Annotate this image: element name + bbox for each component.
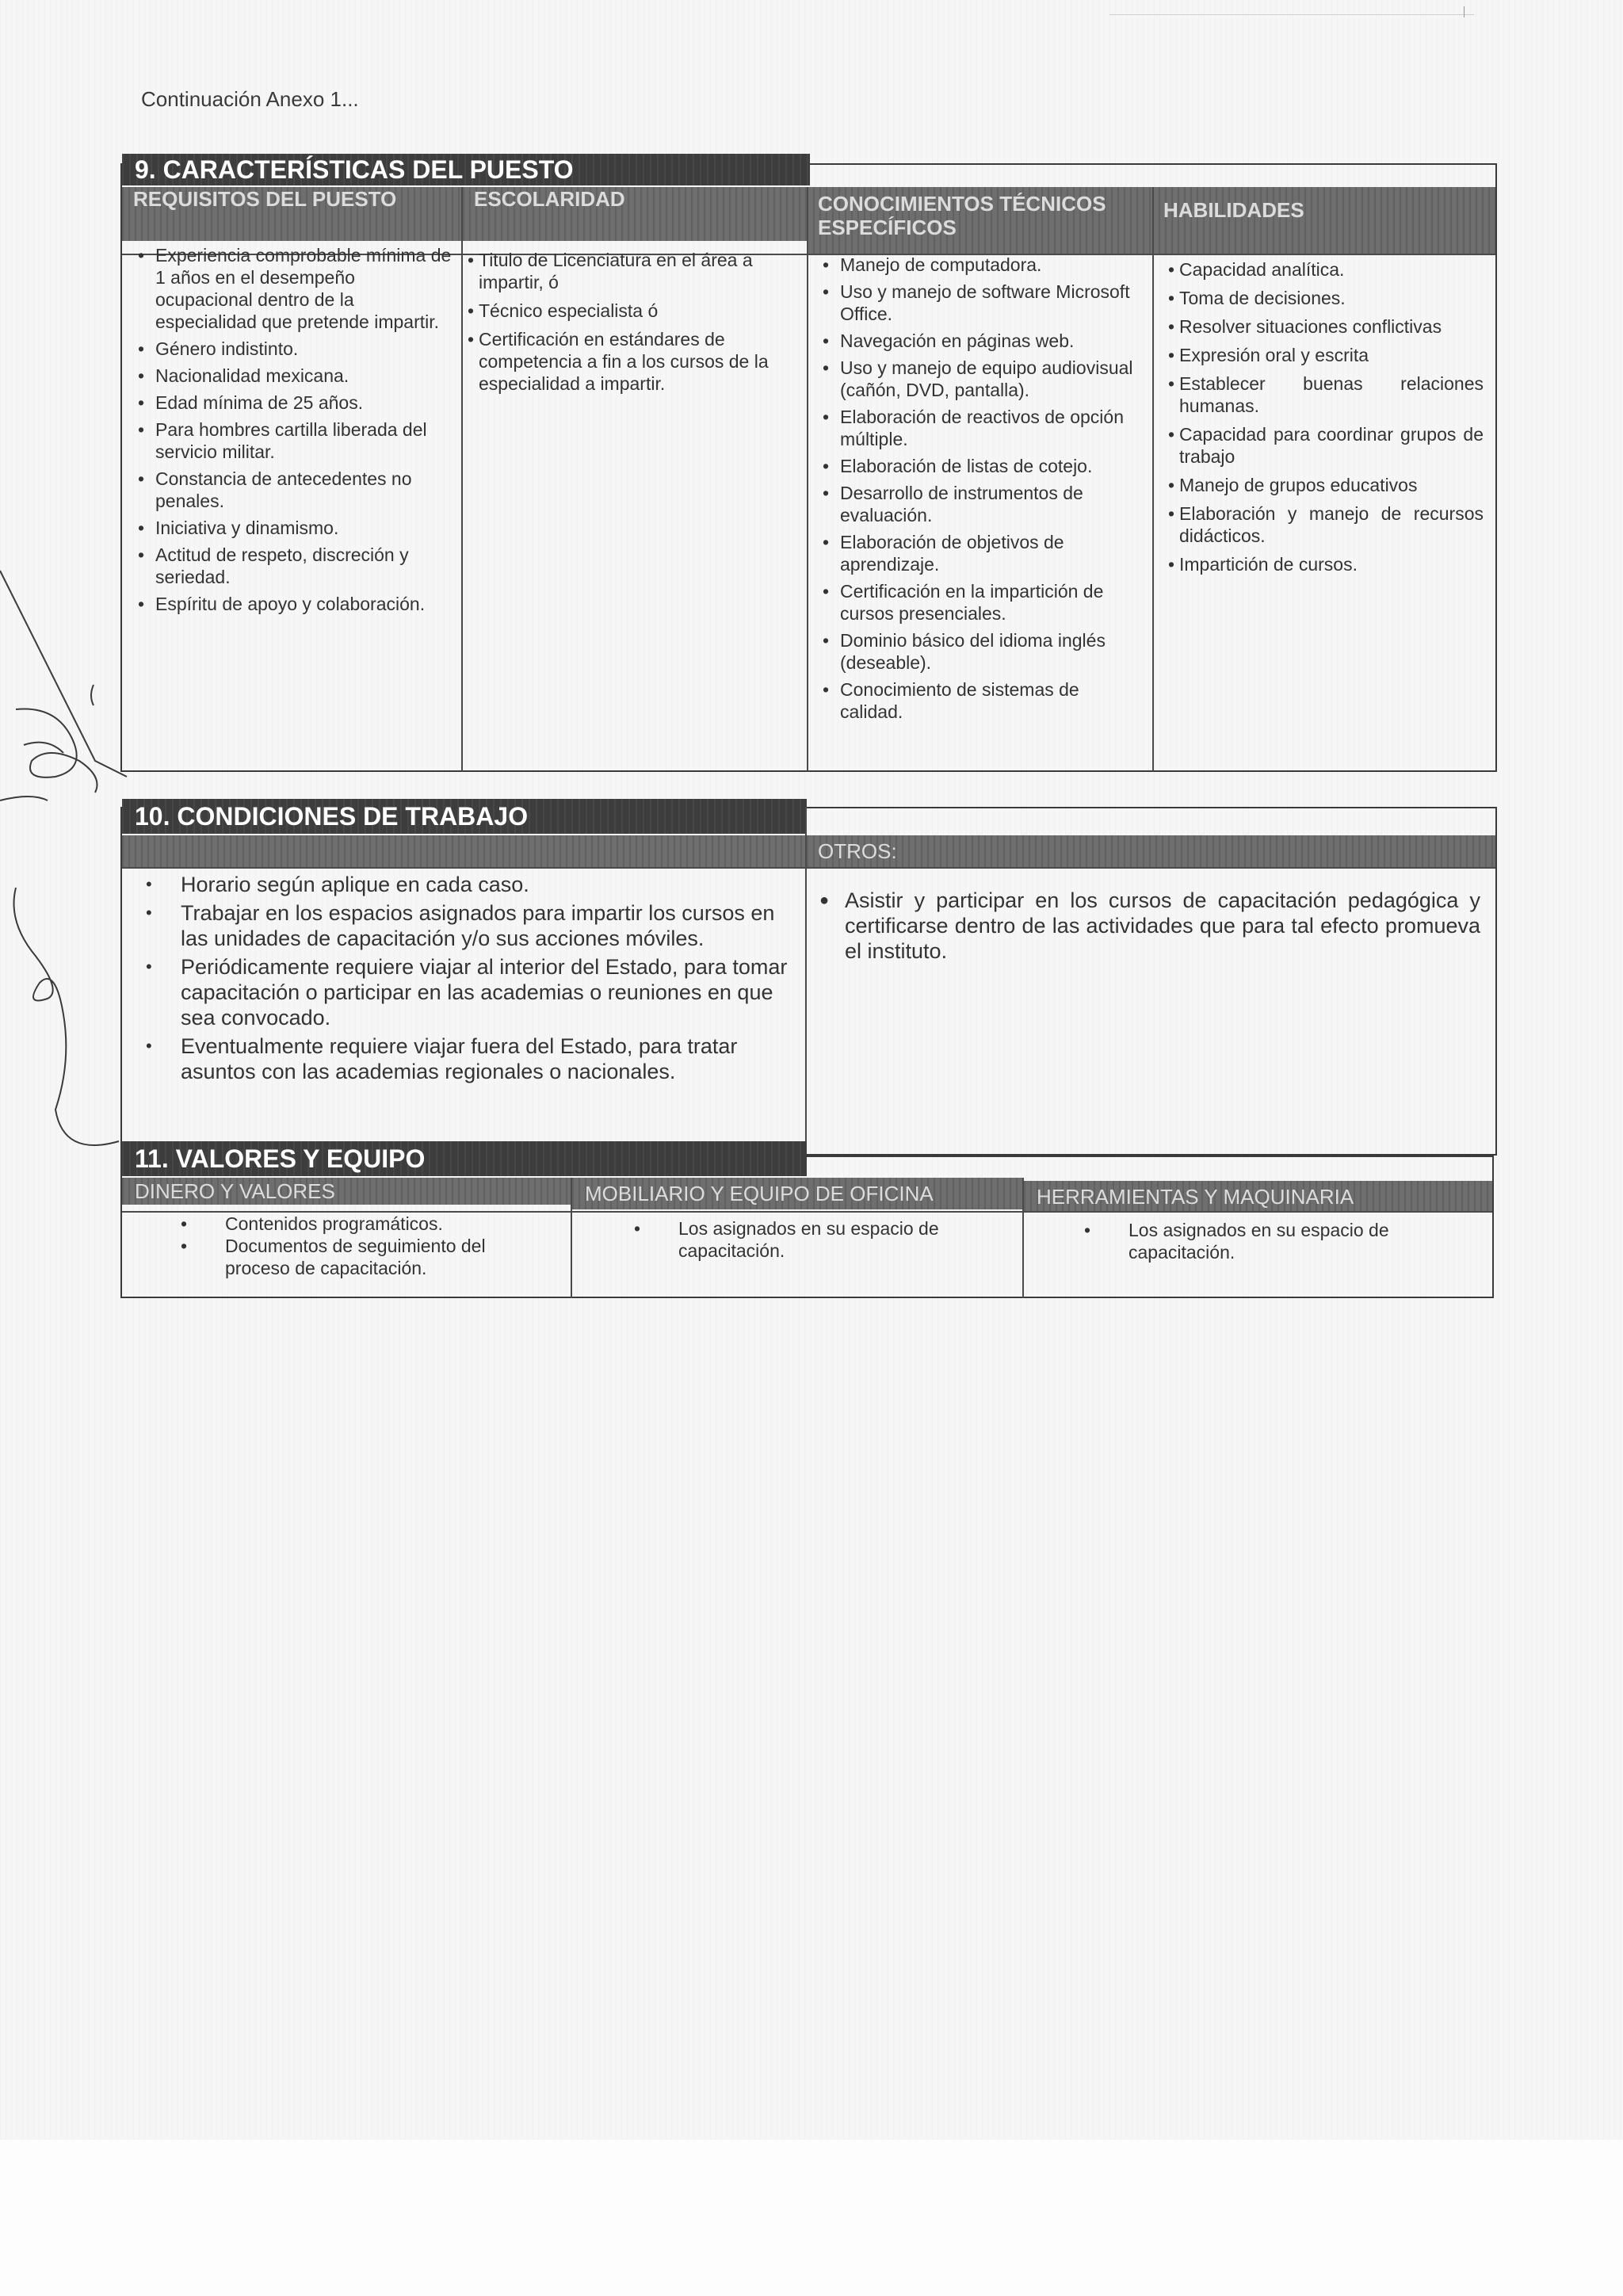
list-item: • Capacidad para coordinar grupos de trabajo: [1168, 423, 1484, 468]
list-item: • Desarrollo de instrumentos de evaluación.: [819, 482, 1146, 526]
section-11-title: 11. VALORES Y EQUIPO: [122, 1141, 807, 1176]
section-10-title: 10. CONDICIONES DE TRABAJO: [122, 799, 807, 834]
list-item: • Espíritu de apoyo y colaboración.: [135, 593, 452, 615]
list-item: • Iniciativa y dinamismo.: [135, 517, 452, 539]
list-item: • Establecer buenas relaciones humanas.: [1168, 372, 1484, 417]
header-conocimientos: CONOCIMIENTOS TÉCNICOS ESPECÍFICOS: [807, 187, 1152, 255]
list-item: • Elaboración de listas de cotejo.: [819, 455, 1146, 477]
divider: [1022, 1178, 1024, 1298]
header-herramientas: HERRAMIENTAS Y MAQUINARIA: [1024, 1181, 1492, 1213]
list-item: • Para hombres cartilla liberada del servicio militar.: [135, 418, 452, 463]
header-mobiliario: MOBILIARIO Y EQUIPO DE OFICINA: [572, 1178, 1024, 1209]
list-item: • Certificación en la impartición de cursos presenciales.: [819, 580, 1146, 625]
header-otros: OTROS:: [807, 835, 1495, 867]
list-item: • Conocimiento de sistemas de calidad.: [819, 678, 1146, 723]
list-item: • Horario según aplique en cada caso.: [135, 872, 788, 897]
list-item: • Periódicamente requiere viajar al interior del Estado, para tomar capacitación o participar en las academias o reuniones en que sea convocado.: [135, 954, 788, 1030]
top-tick-mark: [1464, 6, 1465, 17]
list-item: • Toma de decisiones.: [1168, 287, 1484, 309]
conocimientos-list: [819, 254, 1146, 728]
divider: [807, 187, 808, 771]
list-item: • Elaboración y manejo de recursos didácticos.: [1168, 502, 1484, 547]
divider: [461, 187, 463, 771]
list-item: • Género indistinto.: [135, 338, 452, 360]
page-bottom-margin: [0, 2140, 1623, 2296]
list-item: • Manejo de computadora.: [819, 254, 1146, 276]
requisitos-list: [135, 244, 452, 620]
header-habilidades: HABILIDADES: [1152, 187, 1495, 255]
list-item: ● Asistir y participar en los cursos de capacitación pedagógica y certificarse dentro de las actividades que para tal efecto promueva el instituto.: [813, 888, 1480, 964]
list-item: • Dominio básico del idioma inglés (deseable).: [819, 629, 1146, 674]
list-item: • Navegación en páginas web.: [819, 330, 1146, 352]
dinero-list: [122, 1213, 566, 1279]
otros-list: [813, 888, 1480, 964]
list-item: • Manejo de grupos educativos: [1168, 474, 1484, 496]
header-escolaridad: ESCOLARIDAD: [463, 187, 807, 241]
list-item: • Capacidad analítica.: [1168, 258, 1484, 281]
divider: [571, 1178, 572, 1298]
list-item: • Edad mínima de 25 años.: [135, 392, 452, 414]
list-item: • Uso y manejo de software Microsoft Office.: [819, 281, 1146, 325]
mobiliario-list: [575, 1217, 1019, 1262]
divider: [122, 867, 1495, 869]
escolaridad-list: [468, 249, 800, 401]
divider: [805, 807, 807, 1156]
list-item: • Eventualmente requiere viajar fuera del Estado, para tratar asuntos con las academias regionales o nacionales.: [135, 1033, 788, 1084]
list-item: • Uso y manejo de equipo audiovisual (cañón, DVD, pantalla).: [819, 357, 1146, 401]
list-item: • Elaboración de objetivos de aprendizaje.: [819, 531, 1146, 575]
header-requisitos: REQUISITOS DEL PUESTO: [122, 187, 463, 241]
list-item: • Titulo de Licenciatura en el área a impartir, ó: [468, 249, 800, 293]
header-condiciones-blank: [122, 835, 807, 867]
header-dinero: DINERO Y VALORES: [122, 1178, 572, 1205]
list-item: • Actitud de respeto, discreción y seriedad.: [135, 544, 452, 588]
continuation-label: Continuación Anexo 1...: [141, 87, 359, 111]
signature-mark: [0, 507, 158, 1696]
list-item: • Técnico especialista ó: [468, 300, 800, 322]
list-item: • Contenidos programáticos.: [122, 1213, 566, 1235]
habilidades-list: [1168, 258, 1484, 582]
section-9-title: 9. CARACTERÍSTICAS DEL PUESTO: [122, 154, 810, 185]
list-item: • Impartición de cursos.: [1168, 553, 1484, 575]
list-item: • Los asignados en su espacio de capacitación.: [575, 1217, 1019, 1262]
top-rule: [1109, 14, 1474, 15]
list-item: • Experiencia comprobable mínima de 1 años en el desempeño ocupacional dentro de la especialidad que pretende impartir.: [135, 244, 452, 333]
list-item: • Resolver situaciones conflictivas: [1168, 315, 1484, 338]
list-item: • Constancia de antecedentes no penales.: [135, 468, 452, 512]
list-item: • Elaboración de reactivos de opción múltiple.: [819, 406, 1146, 450]
list-item: • Nacionalidad mexicana.: [135, 365, 452, 387]
list-item: • Expresión oral y escrita: [1168, 344, 1484, 366]
list-item: • Los asignados en su espacio de capacitación.: [1025, 1219, 1490, 1263]
list-item: • Documentos de seguimiento del proceso de capacitación.: [122, 1235, 566, 1279]
herramientas-list: [1025, 1219, 1490, 1263]
list-item: • Trabajar en los espacios asignados para impartir los cursos en las unidades de capacitación y/o sus acciones móviles.: [135, 900, 788, 951]
list-item: • Certificación en estándares de competencia a fin a los cursos de la especialidad a impartir.: [468, 328, 800, 395]
condiciones-list: [135, 872, 788, 1087]
divider: [1152, 187, 1154, 771]
